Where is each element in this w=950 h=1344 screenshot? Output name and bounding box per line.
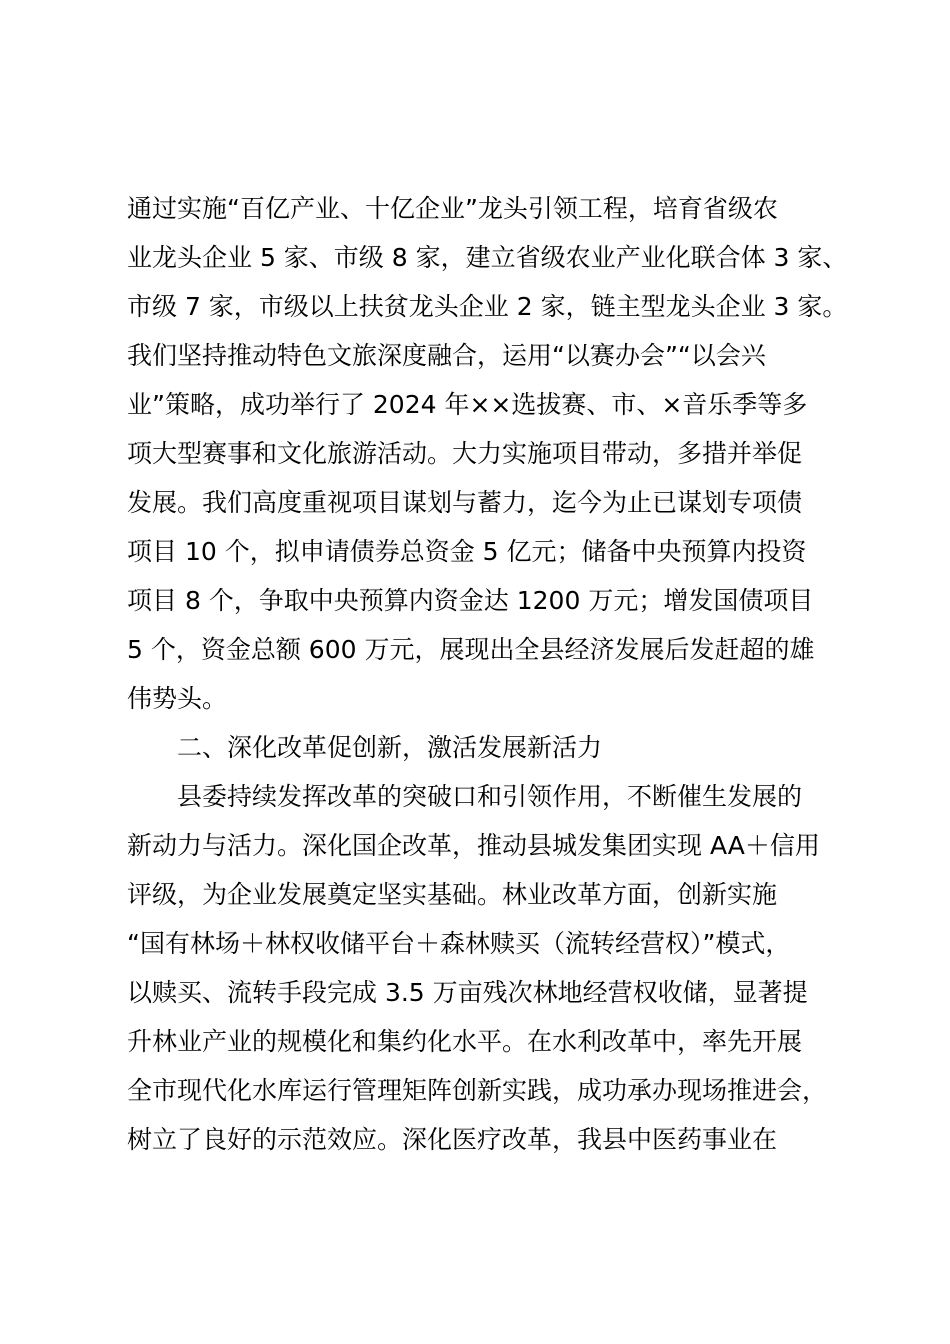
text-line: 发展。我们高度重视项目谋划与蓄力，迄今为止已谋划专项债 xyxy=(127,488,803,517)
text-line: 县委持续发挥改革的突破口和引领作用，不断催生发展的 xyxy=(177,782,803,811)
text-line: 业龙头企业 5 家、市级 8 家，建立省级农业产业化联合体 3 家、 xyxy=(127,243,848,272)
text-line: 通过实施“百亿产业、十亿企业”龙头引领工程，培育省级农 xyxy=(127,194,778,223)
text-line: 升林业产业的规模化和集约化水平。在水利改革中，率先开展 xyxy=(127,1027,803,1056)
text-line: “国有林场＋林权收储平台＋森林赎买（流转经营权）”模式， xyxy=(127,929,791,958)
text-line: 我们坚持推动特色文旅深度融合，运用“以赛办会”“以会兴 xyxy=(127,341,766,370)
text-line: 业”策略，成功举行了 2024 年××选拔赛、市、×音乐季等多 xyxy=(127,390,808,419)
text-line: 项大型赛事和文化旅游活动。大力实施项目带动，多措并举促 xyxy=(127,439,803,468)
text-line: 项目 10 个，拟申请债券总资金 5 亿元；储备中央预算内投资 xyxy=(127,537,807,566)
text-line: 树立了良好的示范效应。深化医疗改革，我县中医药事业在 xyxy=(127,1125,778,1154)
text-line: 新动力与活力。深化国企改革，推动县城发集团实现 AA＋信用 xyxy=(127,831,820,860)
text-line: 评级，为企业发展奠定坚实基础。林业改革方面，创新实施 xyxy=(127,880,778,909)
text-line: 以赎买、流转手段完成 3.5 万亩残次林地经营权收储，显著提 xyxy=(127,978,808,1007)
text-line: 全市现代化水库运行管理矩阵创新实践，成功承办现场推进会， xyxy=(127,1076,828,1105)
text-line: 项目 8 个，争取中央预算内资金达 1200 万元；增发国债项目 xyxy=(127,586,814,615)
body-text xyxy=(127,184,848,1164)
section-heading: 二、深化改革促创新，激活发展新活力 xyxy=(177,733,603,762)
text-line: 市级 7 家，市级以上扶贫龙头企业 2 家，链主型龙头企业 3 家。 xyxy=(127,292,848,321)
text-line: 5 个，资金总额 600 万元，展现出全县经济发展后发赶超的雄 xyxy=(127,635,815,664)
text-line: 伟势头。 xyxy=(127,684,228,713)
